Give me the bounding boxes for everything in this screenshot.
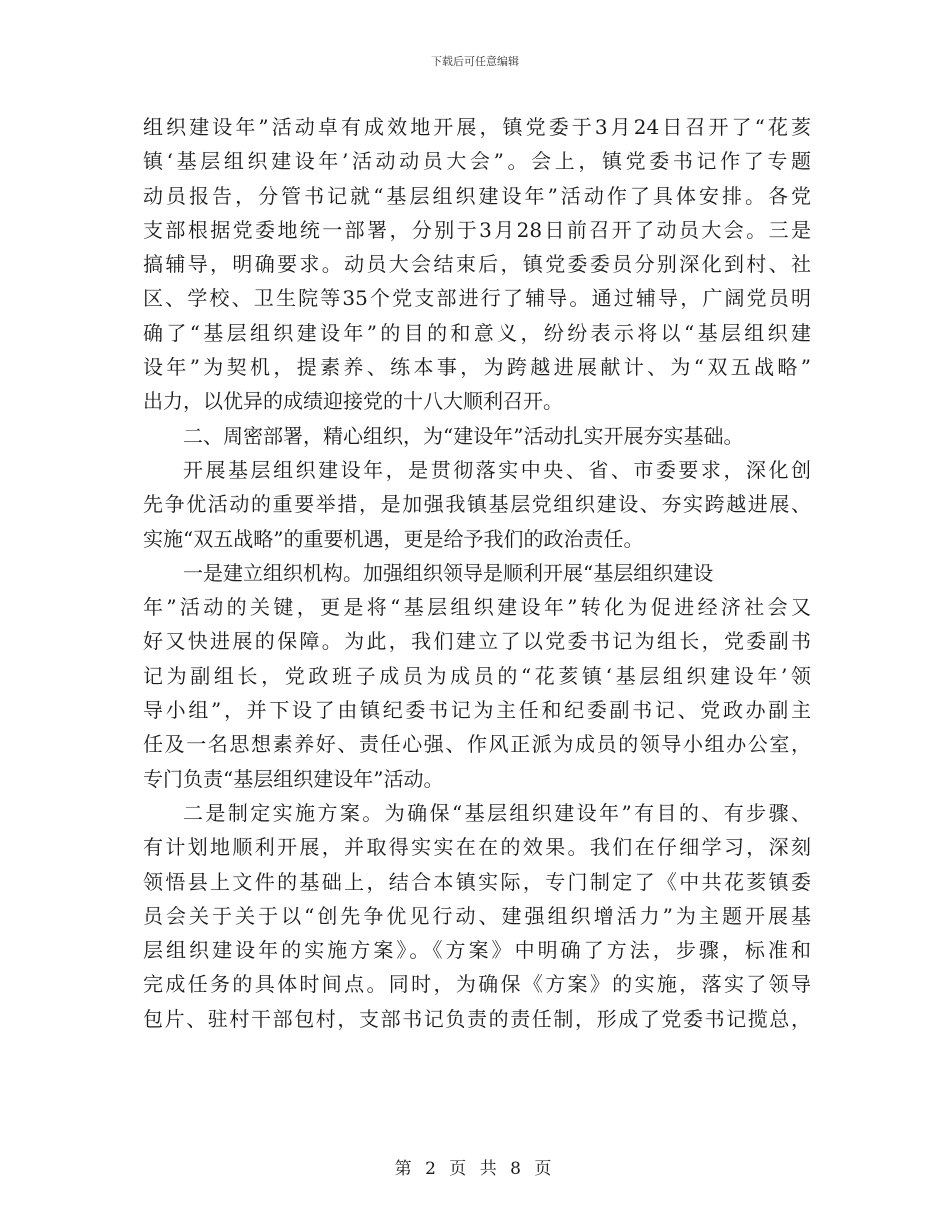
text-line: 专门负责“基层组织建设年”活动。 — [143, 766, 444, 791]
page-header: 下载后可任意编辑 — [431, 55, 519, 68]
text-line: 二、周密部署，精心组织，为“建设年”活动扎实开展夯实基础。 — [183, 423, 744, 448]
text-line: 有计划地顺利开展，并取得实实在在的效果。我们在仔细学习，深刻 — [143, 835, 811, 860]
text-line: 出力，以优异的成绩迎接党的十八大顺利召开。 — [143, 389, 563, 414]
text-line: 完成任务的具体时间点。同时，为确保《方案》的实施，落实了领导 — [143, 972, 811, 997]
text-line: 支部根据党委地统一部署，分别于3月28日前召开了动员大会。三是 — [143, 217, 811, 242]
text-line: 二是制定实施方案。为确保“基层组织建设年”有目的、有步骤、 — [183, 800, 811, 825]
text-line: 组织建设年”活动卓有成效地开展，镇党委于3月24日召开了“花荄 — [143, 115, 811, 139]
text-line: 确了“基层组织建设年”的目的和意义，纷纷表示将以“基层组织建 — [143, 320, 811, 345]
text-line: 实施“双五战略”的重要机遇，更是给予我们的政治责任。 — [143, 526, 644, 551]
text-line: 领悟县上文件的基础上，结合本镇实际，专门制定了《中共花荄镇委 — [143, 869, 811, 894]
text-line: 员会关于关于以“创先争优见行动、建强组织增活力”为主题开展基 — [143, 903, 811, 928]
text-line: 记为副组长，党政班子成员为成员的“花荄镇‘基层组织建设年’领 — [143, 663, 811, 688]
text-line: 一是建立组织机构。加强组织领导是顺利开展“基层组织建设 — [183, 560, 714, 585]
text-line: 开展基层组织建设年，是贯彻落实中央、省、市委要求，深化创 — [183, 457, 811, 482]
text-line: 好又快进展的保障。为此，我们建立了以党委书记为组长，党委副书 — [143, 629, 811, 654]
text-line: 包片、驻村干部包村，支部书记负责的责任制，形成了党委书记揽总， — [143, 1006, 811, 1031]
document-body — [143, 110, 811, 1036]
text-line: 先争优活动的重要举措，是加强我镇基层党组织建设、夯实跨越进展、 — [143, 492, 811, 517]
page-footer: 第 2 页 共 8 页 — [394, 1159, 556, 1179]
text-line: 搞辅导，明确要求。动员大会结束后，镇党委委员分别深化到村、社 — [143, 252, 811, 277]
text-line: 设年”为契机，提素养、练本事，为跨越进展献计、为“双五战略” — [143, 355, 811, 380]
text-line: 任及一名思想素养好、责任心强、作风正派为成员的领导小组办公室， — [143, 732, 811, 757]
text-line: 动员报告，分管书记就“基层组织建设年”活动作了具体安排。各党 — [143, 183, 811, 208]
text-line: 镇‘基层组织建设年’活动动员大会”。会上，镇党委书记作了专题 — [143, 149, 811, 174]
text-line: 年”活动的关键，更是将“基层组织建设年”转化为促进经济社会又 — [143, 595, 811, 620]
text-line: 区、学校、卫生院等35个党支部进行了辅导。通过辅导，广阔党员明 — [143, 286, 811, 311]
text-line: 层组织建设年的实施方案》。《方案》中明确了方法，步骤，标准和 — [143, 938, 811, 963]
text-line: 导小组”，并下设了由镇纪委书记为主任和纪委副书记、党政办副主 — [143, 698, 811, 723]
